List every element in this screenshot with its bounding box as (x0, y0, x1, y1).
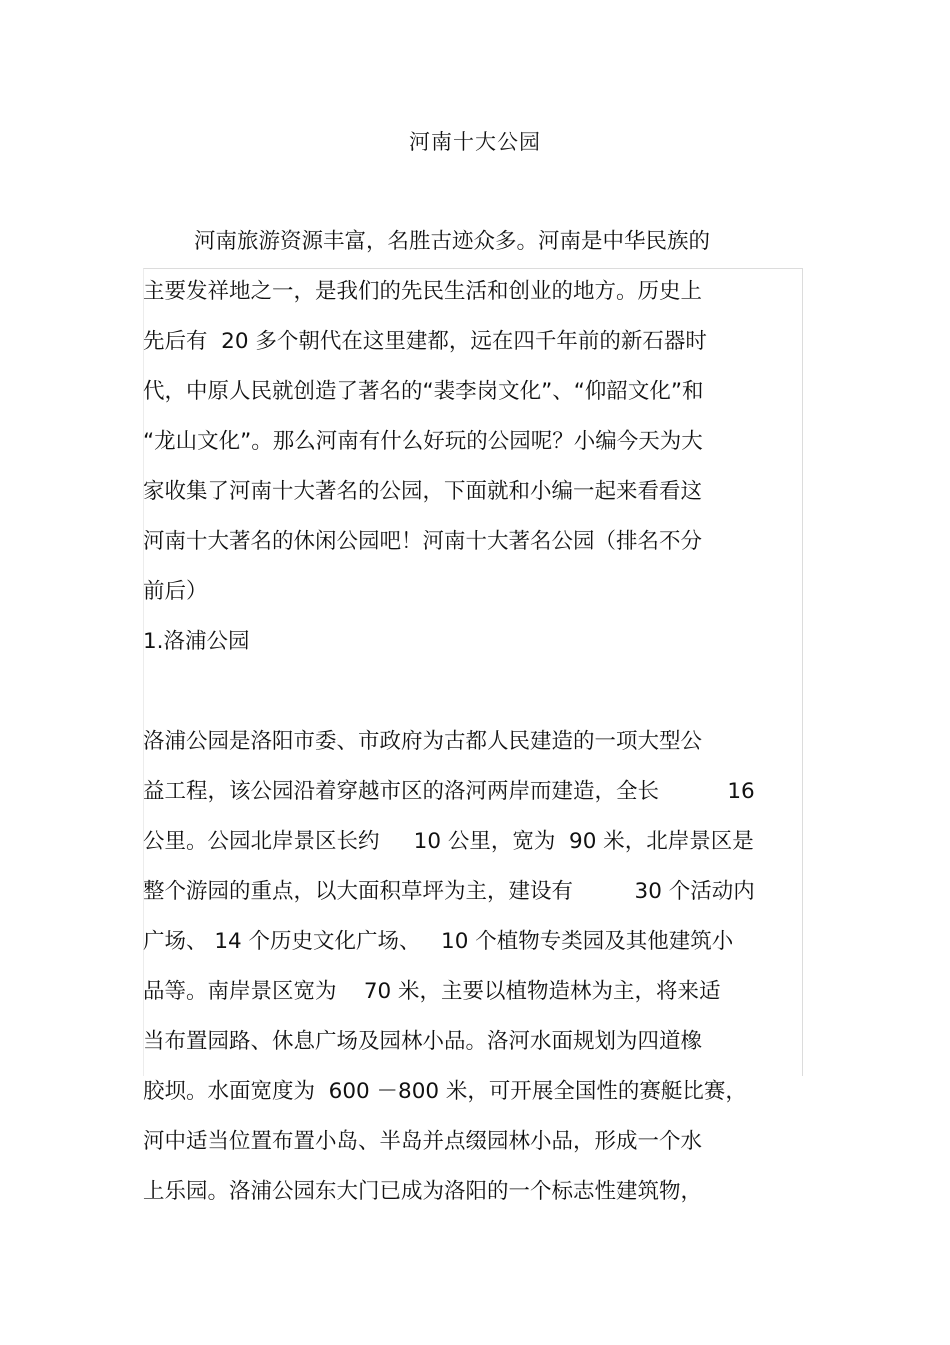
intro-line: 河南旅游资源丰富，名胜古迹众多。河南是中华民族的 (194, 229, 711, 254)
body-line: 河中适当位置布置小岛、半岛并点缀园林小品，形成一个水 (143, 1129, 703, 1154)
body-line: 品等。南岸景区宽为 70 米，主要以植物造林为主，将来适 (143, 979, 721, 1004)
body-line: 当布置园路、休息广场及园林小品。洛河水面规划为四道橡 (143, 1029, 703, 1054)
intro-line: 前后） (143, 579, 208, 604)
intro-line: 代，中原人民就创造了著名的“裴李岗文化”、“仰韶文化”和 (143, 379, 704, 404)
intro-line: “龙山文化”。那么河南有什么好玩的公园呢？小编今天为大 (143, 429, 703, 454)
body-line: 公里。公园北岸景区长约 10 公里，宽为 90 米，北岸景区是 (143, 829, 754, 854)
document-title: 河南十大公园 (409, 130, 541, 154)
body-line: 上乐园。洛浦公园东大门已成为洛阳的一个标志性建筑物， (143, 1179, 703, 1204)
intro-line: 先后有 20 多个朝代在这里建都，远在四千年前的新石器时 (143, 329, 707, 354)
section-heading: 1.洛浦公园 (143, 629, 250, 654)
body-line: 广场、 14 个历史文化广场、 10 个植物专类园及其他建筑小 (143, 929, 734, 954)
intro-line: 家收集了河南十大著名的公园，下面就和小编一起来看看这 (143, 479, 703, 504)
body-line: 益工程，该公园沿着穿越市区的洛河两岸而建造，全长 16 (143, 779, 755, 804)
body-line: 胶坝。水面宽度为 600 －800 米，可开展全国性的赛艇比赛， (143, 1079, 747, 1104)
body-line: 整个游园的重点，以大面积草坪为主，建设有 30 个活动内 (143, 879, 755, 904)
intro-line: 河南十大著名的休闲公园吧！河南十大著名公园（排名不分 (143, 529, 703, 554)
intro-line: 主要发祥地之一，是我们的先民生活和创业的地方。历史上 (143, 279, 703, 304)
body-line: 洛浦公园是洛阳市委、市政府为古都人民建造的一项大型公 (143, 729, 703, 754)
